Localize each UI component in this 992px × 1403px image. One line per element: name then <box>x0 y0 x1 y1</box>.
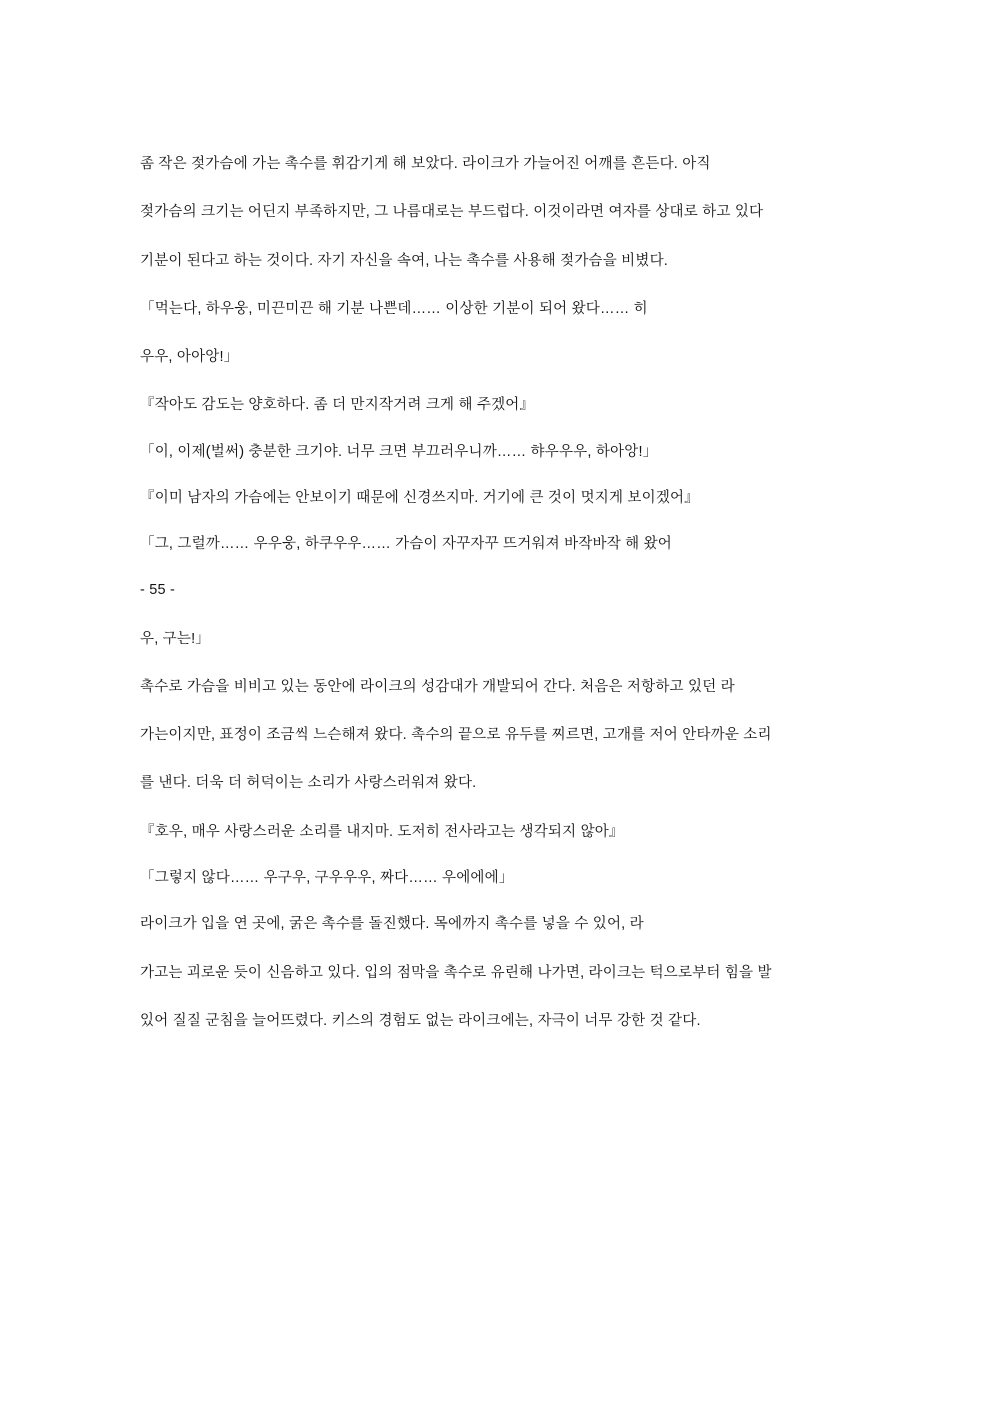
paragraph: 우, 구는!」 <box>140 630 211 647</box>
paragraph: 를 낸다. 더욱 더 허덕이는 소리가 사랑스러워져 왔다. <box>140 775 477 792</box>
paragraph: 우우, 아아앙!」 <box>140 349 239 366</box>
paragraph: 「먹는다, 하우웅, 미끈미끈 해 기분 나쁜데…… 이상한 기분이 되어 왔다…… 히 <box>140 300 648 317</box>
paragraph: 가고는 괴로운 듯이 신음하고 있다. 입의 점막을 촉수로 유린해 나가면, 라이크는 턱으로부터 힘을 발 <box>140 964 772 981</box>
paragraph: 『호우, 매우 사랑스러운 소리를 내지마. 도저히 전사라고는 생각되지 않아』 <box>140 823 624 840</box>
paragraph: 『이미 남자의 가슴에는 안보이기 때문에 신경쓰지마. 거기에 큰 것이 멋지게 보이겠어』 <box>140 489 699 506</box>
paragraph: 가는이지만, 표정이 조금씩 느슨해져 왔다. 촉수의 끝으로 유두를 찌르면, 고개를 저어 안타까운 소리 <box>140 727 772 744</box>
paragraph: 「이, 이제(벌써) 충분한 크기야. 너무 크면 부끄러우니까…… 햐우우우, 하아앙!」 <box>140 443 658 460</box>
paragraph: 좀 작은 젖가슴에 가는 촉수를 휘감기게 해 보았다. 라이크가 가늘어진 어깨를 흔든다. 아직 <box>140 156 711 172</box>
paragraph: 있어 질질 군침을 늘어뜨렸다. 키스의 경험도 없는 라이크에는, 자극이 너무 강한 것 같다. <box>140 1012 701 1029</box>
paragraph: 「그렇지 않다…… 우구우, 구우우우, 짜다…… 우에에에」 <box>140 869 514 886</box>
paragraph: 기분이 된다고 하는 것이다. 자기 자신을 속여, 나는 촉수를 사용해 젖가슴을 비볐다. <box>140 252 669 269</box>
paragraph: 젖가슴의 크기는 어딘지 부족하지만, 그 나름대로는 부드럽다. 이것이라면 여자를 상대로 하고 있다 <box>140 204 764 221</box>
paragraph: 라이크가 입을 연 곳에, 굵은 촉수를 돌진했다. 목에까지 촉수를 넣을 수 있어, 라 <box>140 916 644 933</box>
paragraph: 「그, 그럴까…… 우우웅, 하쿠우우…… 가슴이 자꾸자꾸 뜨거워져 바작바작 해 왔어 <box>140 536 673 553</box>
page-number: - 55 - <box>140 582 176 599</box>
paragraph: 촉수로 가슴을 비비고 있는 동안에 라이크의 성감대가 개발되어 간다. 처음은 저항하고 있던 라 <box>140 678 735 695</box>
paragraph: 『작아도 감도는 양호하다. 좀 더 만지작거려 크게 해 주겠어』 <box>140 397 535 414</box>
